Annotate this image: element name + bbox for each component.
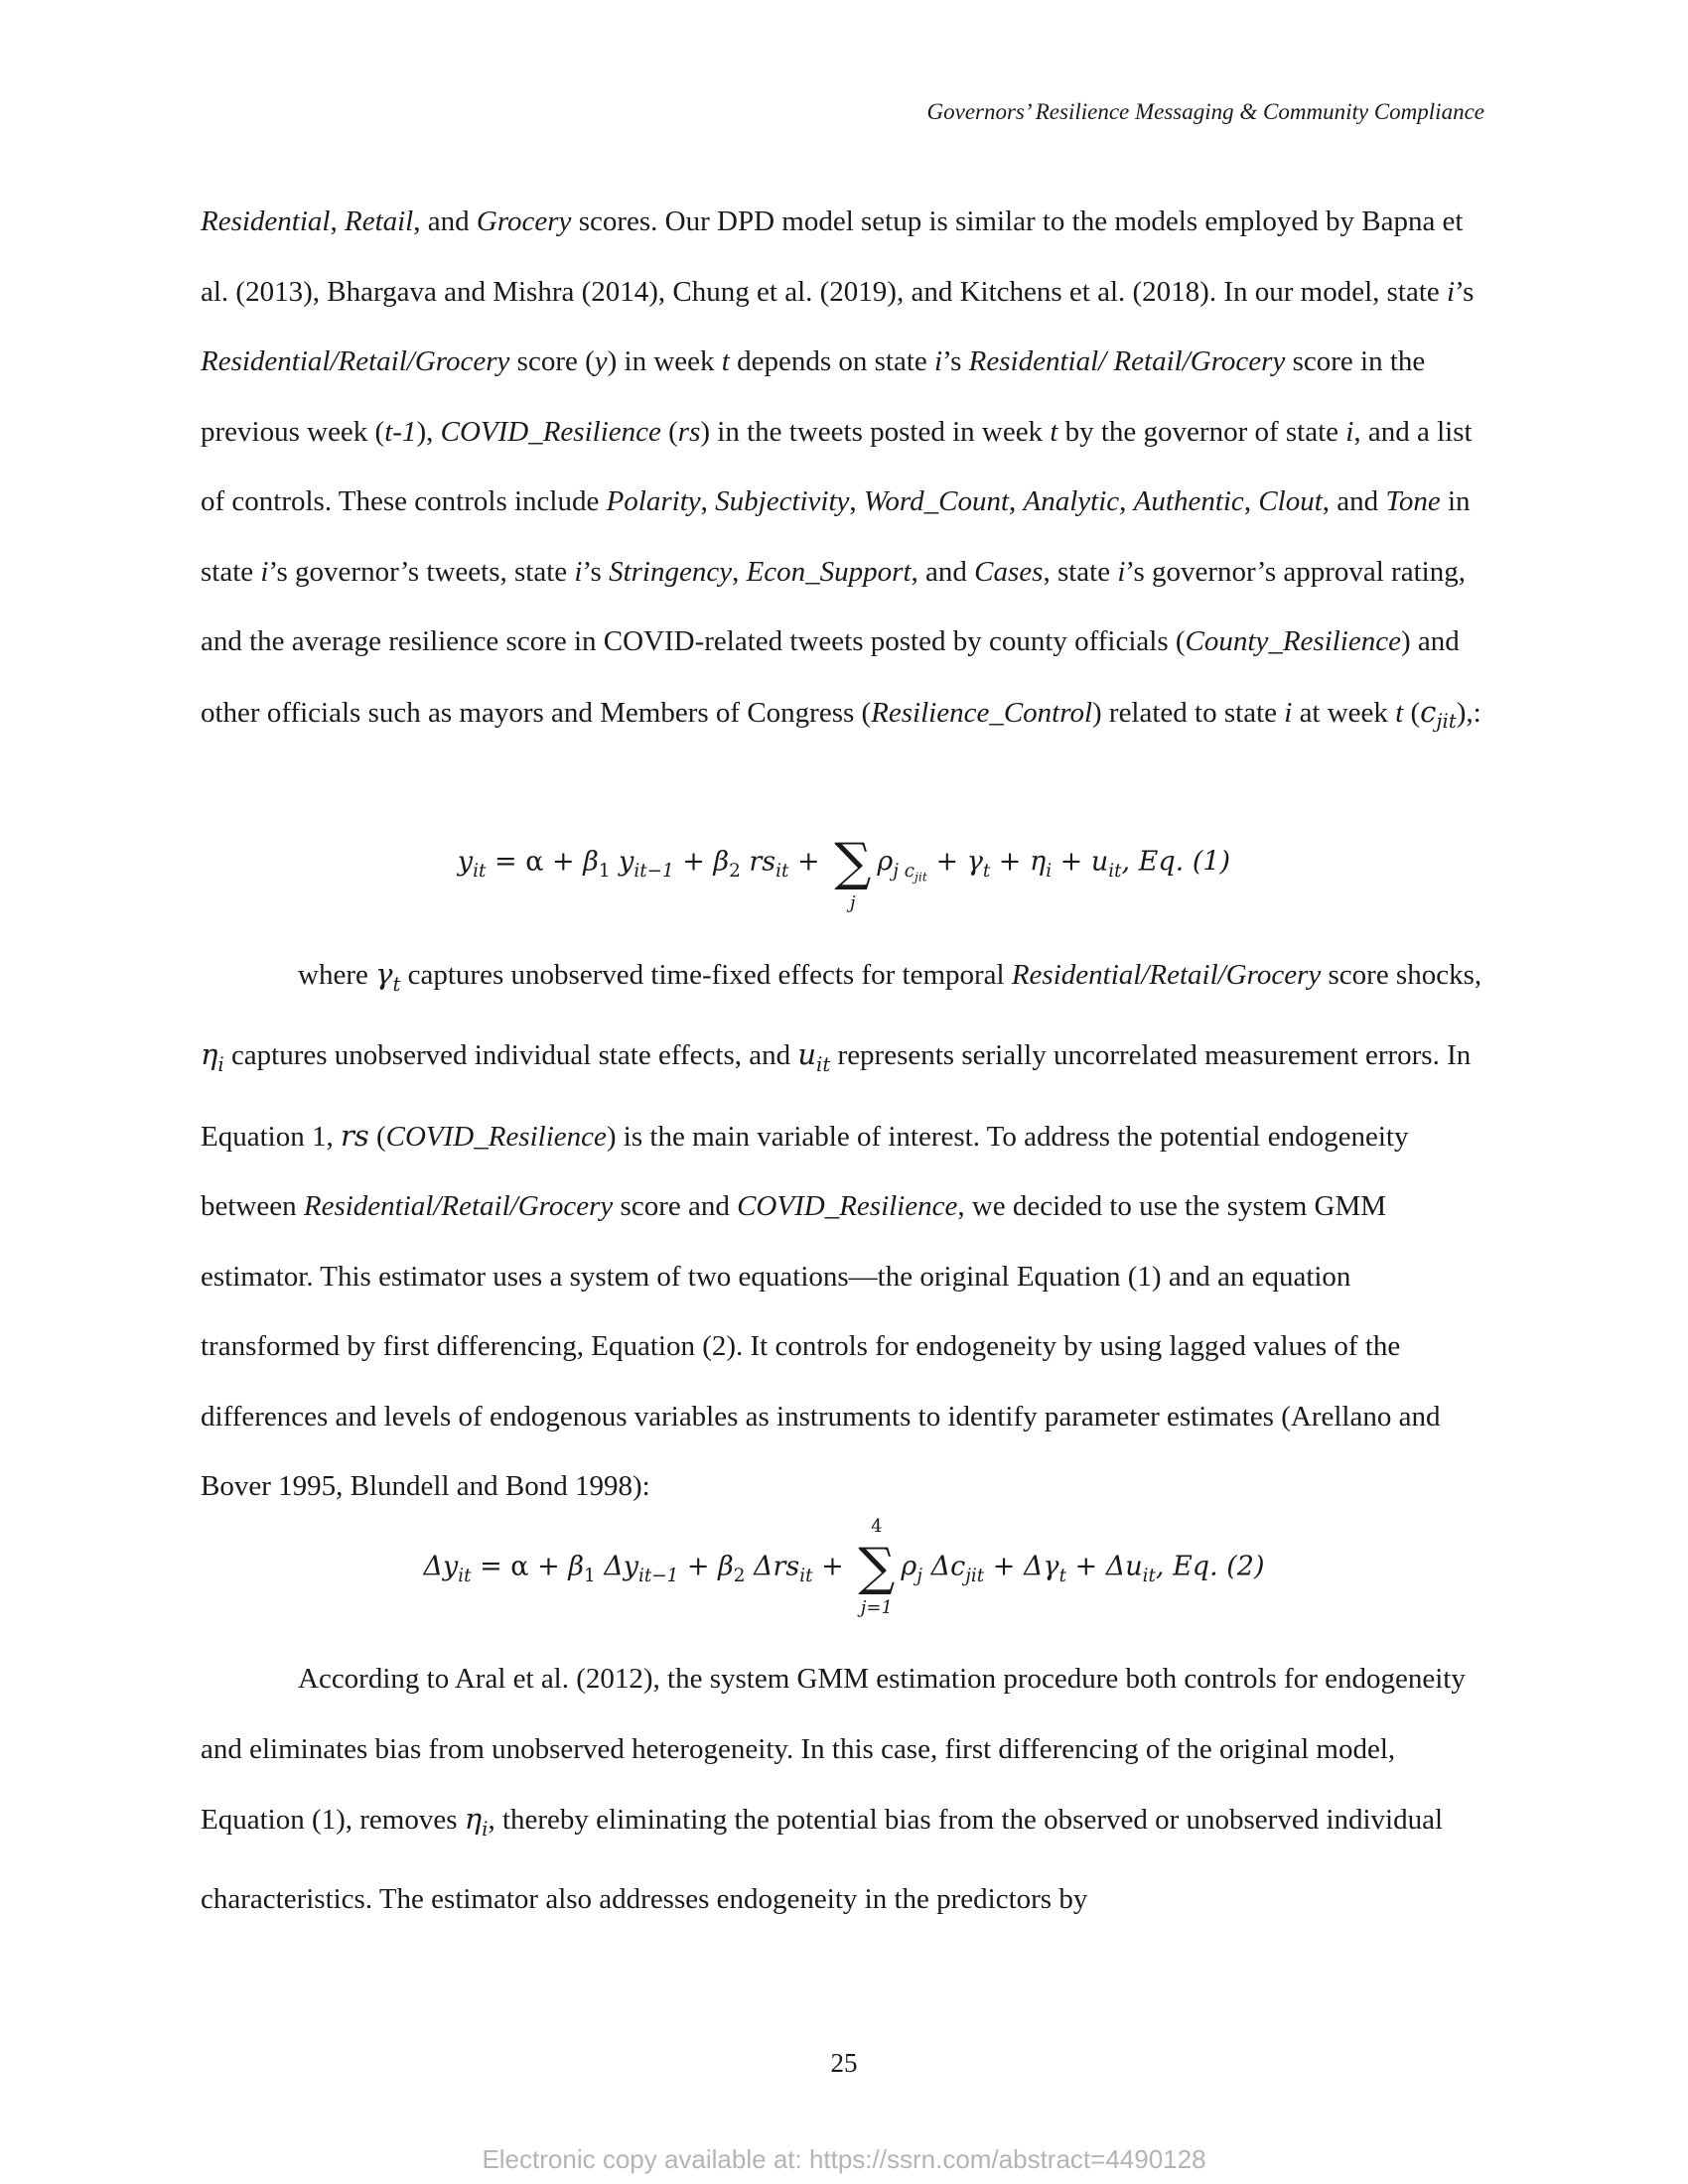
page-number: 25 — [830, 2048, 858, 2078]
summation-symbol: ∑ j — [834, 833, 872, 913]
equation-1: $y_{it} = \alpha + \beta_1$ $y_{it-1} + \beta_2$ $rs_{it}$ + ∑ j $\rho_{j c_{jit}} + \gamma_t + \eta_i + u_{it}$, Eq. (1) — [457, 833, 1231, 913]
paragraph-3: According to Aral et al. (2012), the system GMM estimation procedure both controls for endogeneity and eliminates bias from unobserved heterogeneity. In this case, first differencing of the original model, Equation (1), removes $\eta_i$, thereby eliminating the potential bias from the observed or unobserved individual characteristics. The estimator also addresses endogeneity in the predictors by — [201, 1663, 1466, 1916]
running-head: Governors’ Resilience Messaging & Community Compliance — [926, 99, 1484, 124]
summation-symbol: 4 ∑ j=1 — [858, 1516, 896, 1618]
paragraph-1: Residential, Retail, and Grocery scores. Our DPD model setup is similar to the models employed by Bapna et al. (2013), Bhargava and Mishra (2014), Chung et al. (2019), and Kitchens et al. (2018). In our model, state i’s Residential/Retail/Grocery score (y) in week t depends on state i’s Residential/ Retail/Grocery score in the previous week (t-1), COVID_Resilience (rs) in the tweets posted in week t by the governor of state i, and a list of controls. These controls include Polarity, Subjectivity, Word_Count, Analytic, Authentic, Clout, and Tone in state i’s governor’s tweets, state i’s Stringency, Econ_Support, and Cases, state i’s governor’s approval rating, and the average resilience score in COVID-related tweets posted by county officials (County_Resilience) and other officials such as mayors and Members of Congress (Resilience_Control) related to state i at week t $(c_{jit})$,: — [201, 205, 1481, 734]
ssrn-footer: Electronic copy available at: https://ssrn.com/abstract=4490128 — [482, 2144, 1206, 2174]
equation-2: $\Delta y_{it} = \alpha + \beta_1$ $\Delta y_{it-1} + \beta_2$ Δrs$_{it}$ + 4 ∑ j=1 $\rho_j$ $\Delta c_{jit} + \Delta\gamma_t + \Delta u_{it}$, Eq. (2) — [423, 1516, 1265, 1618]
paragraph-2: where $\gamma_t$ captures unobserved time-fixed effects for temporal Residential/Retail/Grocery score shocks, $\eta_i$ captures unobserved individual state effects, and $u_{it}$ represents serially uncorrelated measurement errors. In Equation 1, rs (COVID_Resilience) is the main variable of interest. To address the potential endogeneity between Residential/Retail/Grocery score and COVID_Resilience, we decided to use the system GMM estimator. This estimator uses a system of two equations—the original Equation (1) and an equation transformed by first differencing, Equation (2). It controls for endogeneity by using lagged values of the differences and levels of endogenous variables as instruments to identify parameter estimates (Arellano and Bover 1995, Blundell and Bond 1998): — [201, 957, 1482, 1503]
